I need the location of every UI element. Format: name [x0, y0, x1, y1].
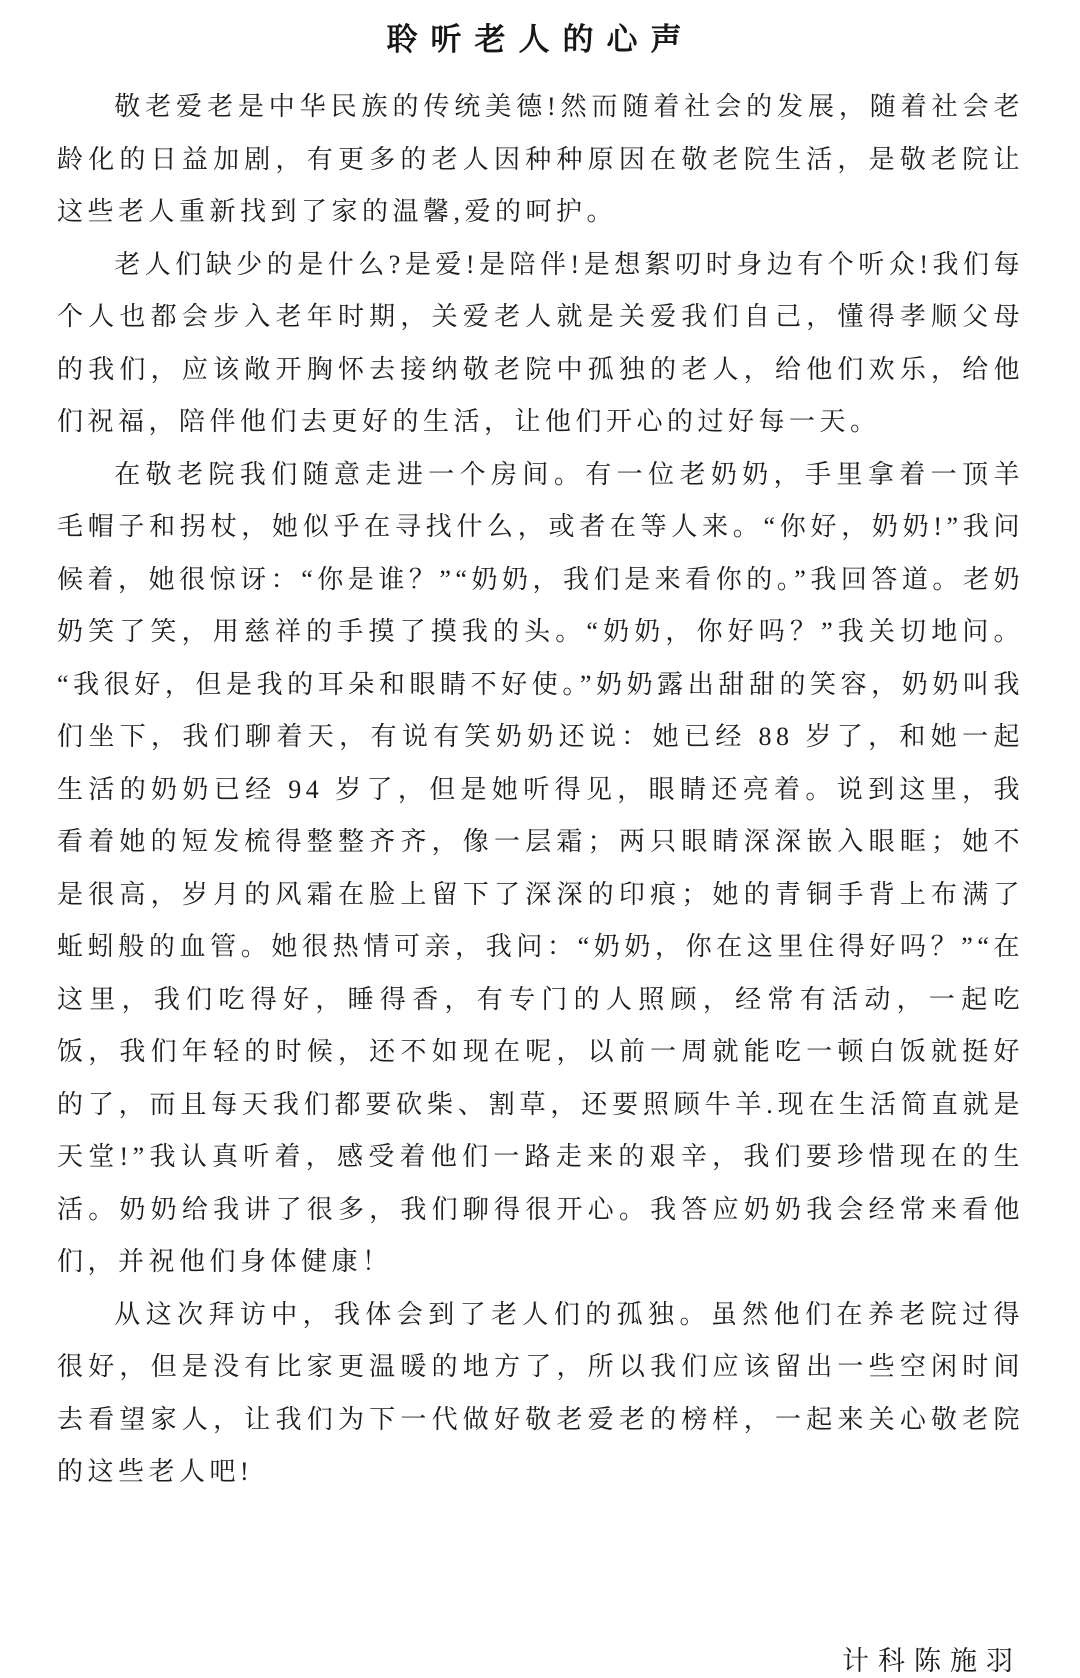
document-title: 聆听老人的心声	[386, 22, 695, 57]
paragraph-4: 从这次拜访中，我体会到了老人们的孤独。虽然他们在养老院过得很好，但是没有比家更温暖的地方了，所以我们应该留出一些空闲时间去看望家人，让我们为下一代做好敬老爱老的榜样，一起来关心敬老院的这些老人吧!	[57, 1299, 1024, 1486]
author-signature: 计科陈施羽	[842, 1645, 1022, 1676]
paragraph-2: 老人们缺少的是什么?是爱!是陪伴!是想絮叨时身边有个听众!我们每个人也都会步入老年时期，关爱老人就是关爱我们自己，懂得孝顺父母的我们，应该敞开胸怀去接纳敬老院中孤独的老人，给他们欢乐，给他们祝福，陪伴他们去更好的生活，让他们开心的过好每一天。	[57, 249, 1024, 436]
paragraph-1: 敬老爱老是中华民族的传统美德!然而随着社会的发展，随着社会老龄化的日益加剧，有更多的老人因种种原因在敬老院生活，是敬老院让这些老人重新找到了家的温馨,爱的呵护。	[57, 92, 1024, 226]
paragraph-3: 在敬老院我们随意走进一个房间。有一位老奶奶，手里拿着一顶羊毛帽子和拐杖，她似乎在寻找什么，或者在等人来。“你好，奶奶!”我问候着，她很惊讶：“你是谁？”“奶奶，我们是来看你的。”我回答道。老奶奶笑了笑，用慈祥的手摸了摸我的头。“奶奶，你好吗？”我关切地问。“我很好，但是我的耳朵和眼睛不好使。”奶奶露出甜甜的笑容，奶奶叫我们坐下，我们聊着天，有说有笑奶奶还说：她已经 88 岁了，和她一起生活的奶奶已经 94 岁了，但是她听得见，眼睛还亮着。说到这里，我看着她的短发梳得整整齐齐，像一层霜；两只眼睛深深嵌入眼眶；她不是很高，岁月的风霜在脸上留下了深深的印痕；她的青铜手背上布满了蚯蚓般的血管。她很热情可亲，我问：“奶奶，你在这里住得好吗？”“在这里，我们吃得好，睡得香，有专门的人照顾，经常有活动，一起吃饭，我们年轻的时候，还不如现在呢，以前一周就能吃一顿白饭就挺好的了，而且每天我们都要砍柴、割草，还要照顾牛羊.现在生活简直就是天堂!”我认真听着，感受着他们一路走来的艰辛，我们要珍惜现在的生活。奶奶给我讲了很多，我们聊得很开心。我答应奶奶我会经常来看他们，并祝他们身体健康！	[57, 459, 1024, 1276]
